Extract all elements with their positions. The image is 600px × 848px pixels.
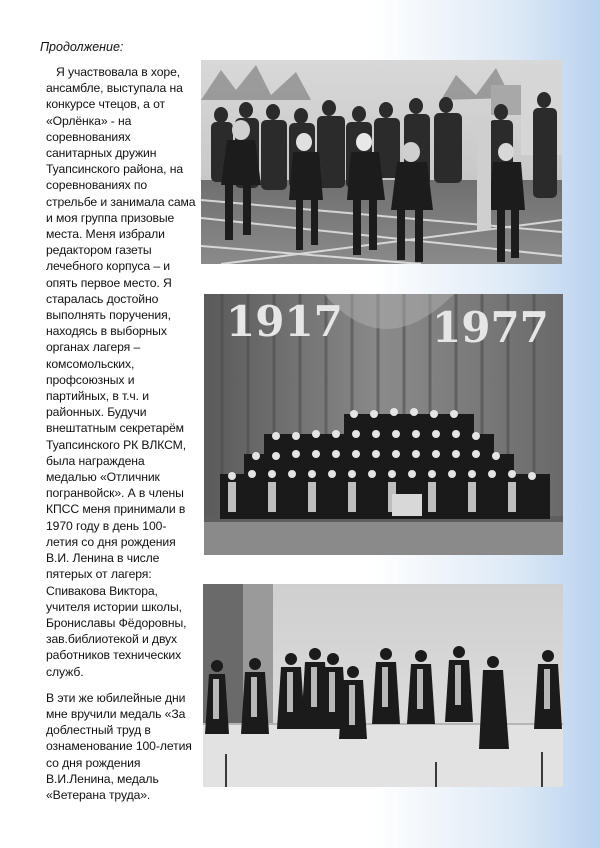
banner-year-right: 1977: [432, 303, 549, 352]
continued-heading: Продолжение:: [40, 40, 124, 54]
text-column: [46, 64, 196, 803]
paragraph-medals: В эти же юбилейные дни мне вручили медаль «За доблестный труд в ознаменование 100-летия со дня рождения В.И.Ленина, медаль «Ветерана труда».: [46, 690, 192, 802]
photo-outdoor-race: [201, 60, 562, 264]
paragraph-main: Я участвовала в хоре, ансамбле, выступала на конкурсе чтецов, а от «Орлёнка» - на соревнованиях санитарных дружин Туапсинского района, на соревнованиях по стрельбе и занимала сама и моя группа призовые места. Меня избрали редактором газеты лечебного корпуса – и опять первое место. Я старалась достойно выполнять поручения, находясь в выборных органах лагеря – комсомольских, профсоюзных и партийных, в т.ч. и районных. Будучи внештатным секретарём Туапсинского РК ВЛКСМ, была награждена медалью «Отличник погранвойск». А в члены КПСС меня принимали в 1970 году в день 100-летия со дня рождения В.И. Ленина в числе пятерых от лагеря: Спивакова Виктора, учителя истории школы, Брониславы Фёдоровны, зав.библиотекой и двух работников технических служб.: [46, 65, 196, 679]
photo-ensemble-performance: [203, 584, 563, 787]
photo-choir-stage: [204, 294, 563, 555]
banner-year-left: 1917: [226, 297, 343, 346]
